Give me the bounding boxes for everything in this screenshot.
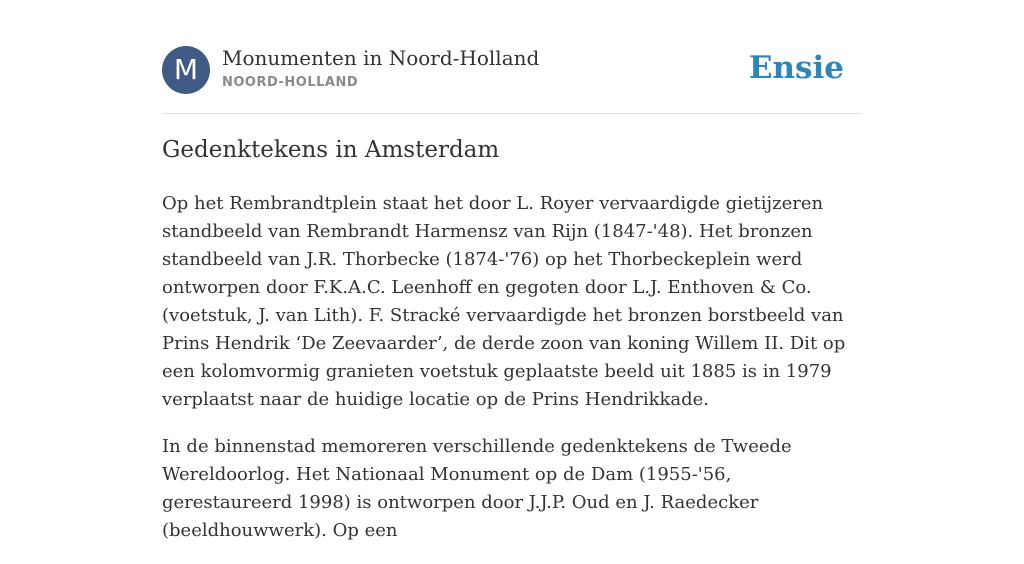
brand-logo[interactable]: Ensie (748, 50, 844, 86)
article-body (162, 190, 867, 564)
avatar[interactable]: M (162, 46, 210, 94)
paragraph: Op het Rembrandtplein staat het door L. Royer vervaardigde gietijzeren standbeeld van Rembrandt Harmensz van Rijn (1847-'48). Het bronzen standbeeld van J.R. Thorbecke (1874-'76) op het Thorbeckeplein werd ontworpen door F.K.A.C. Leenhoff en gegoten door L.J. Enthoven & Co. (voetstuk, J. van Lith). F. Stracké vervaardigde het bronzen borstbeeld van Prins Hendrik ‘De Zeevaarder’, de derde zoon van koning Willem II. Dit op een kolomvormig granieten voetstuk geplaatste beeld uit 1885 is in 1979 verplaatst naar de huidige locatie op de Prins Hendrikkade. (162, 193, 846, 410)
category-subtitle: NOORD-HOLLAND (222, 75, 359, 90)
article-heading: Gedenktekens in Amsterdam (162, 137, 500, 163)
category-title[interactable]: Monumenten in Noord-Holland (222, 46, 540, 70)
paragraph: In de binnenstad memoreren verschillende gedenktekens de Tweede Wereldoorlog. Het Nationaal Monument op de Dam (1955-'56, gerestaureerd 1998) is ontworpen door J.J.P. Oud en J. Raedecker (beeldhouwwerk). Op een (162, 436, 792, 541)
header (162, 46, 862, 96)
divider (162, 113, 862, 114)
